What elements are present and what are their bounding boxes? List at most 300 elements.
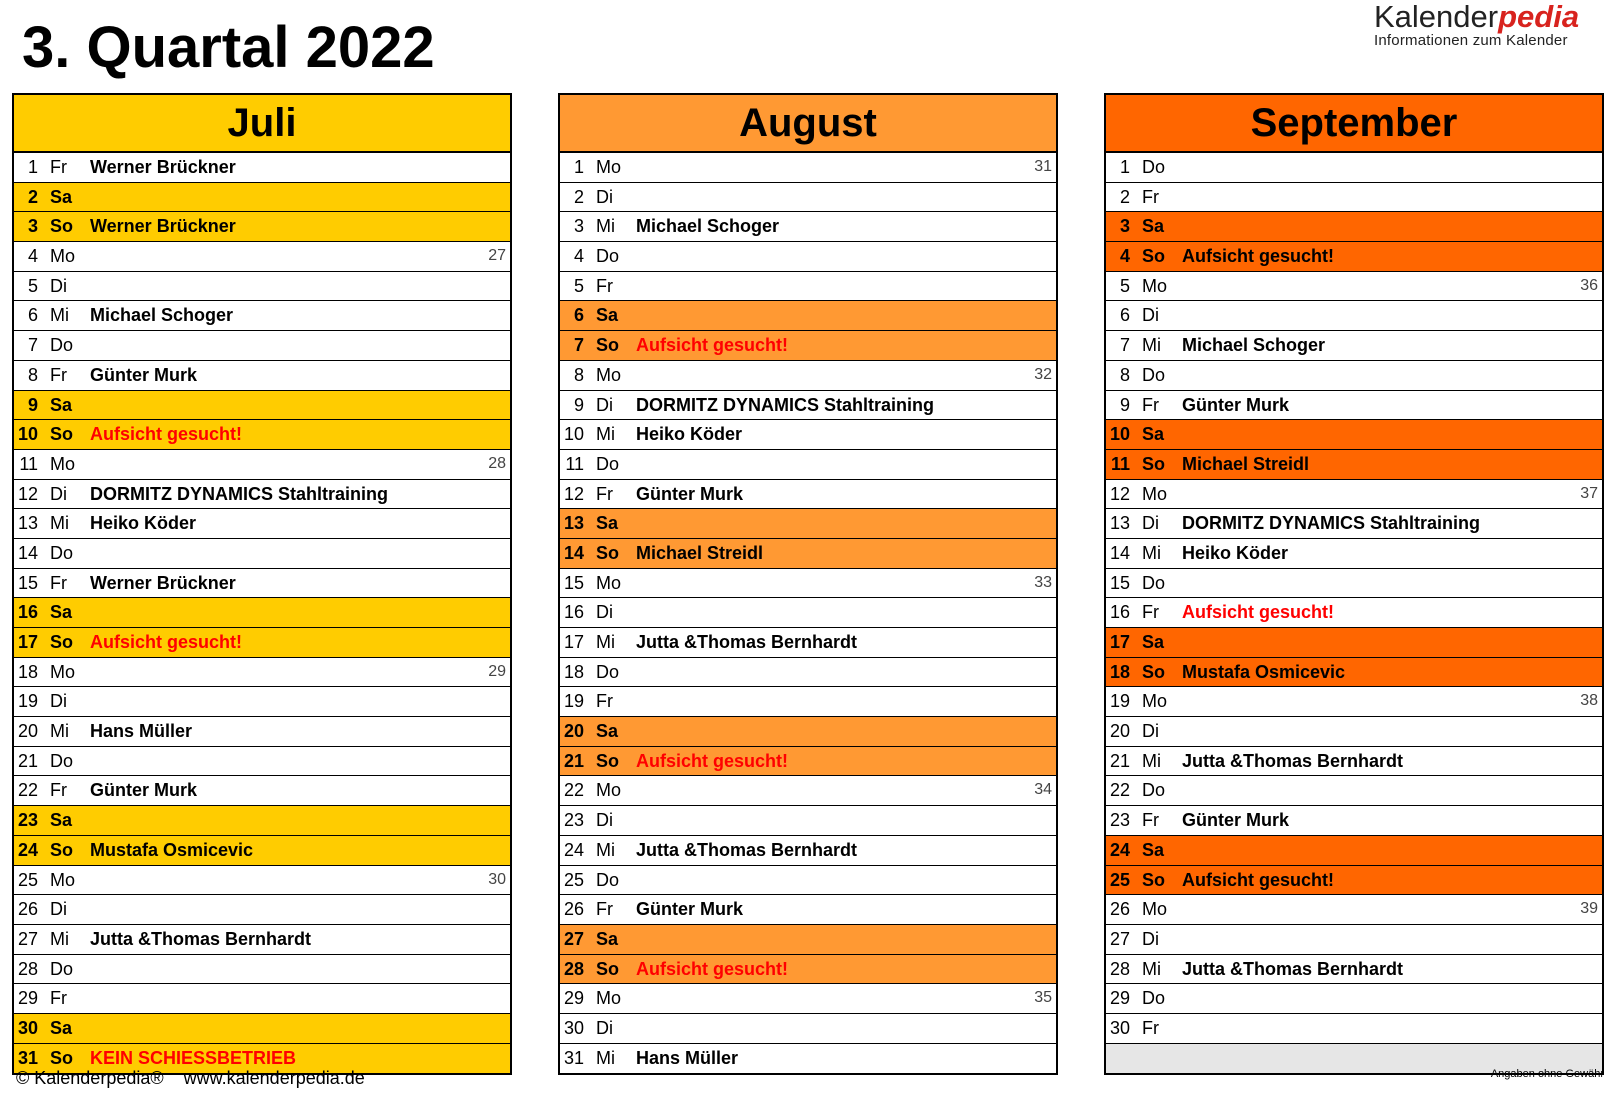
month-august (558, 93, 1058, 1075)
day-number: 24 (17, 839, 38, 860)
day-row (14, 450, 510, 480)
weekday: Mi (50, 513, 69, 534)
weekday: Di (50, 691, 67, 712)
day-number: 5 (1119, 275, 1130, 296)
weekday: Mo (596, 572, 622, 593)
day-row (560, 420, 1056, 450)
event-text (1182, 272, 1602, 301)
weekday: Mi (1142, 542, 1161, 563)
day-list (1106, 153, 1602, 1073)
event-text: Aufsicht gesucht! (636, 750, 789, 771)
day-row (14, 747, 510, 777)
event-text: Günter Murk (1182, 810, 1290, 831)
day-row (560, 1044, 1056, 1074)
event-text (90, 687, 510, 716)
week-number: 33 (1034, 573, 1052, 591)
day-row (560, 153, 1056, 183)
weekday: So (50, 632, 74, 652)
event-text: Günter Murk (90, 780, 198, 801)
day-number: 20 (1109, 721, 1130, 742)
footer-url[interactable]: www.kalenderpedia.de (183, 1068, 365, 1088)
day-row (14, 598, 510, 628)
event-text (1182, 569, 1602, 598)
day-number: 1 (27, 157, 38, 177)
weekday: Fr (596, 483, 613, 504)
event-text: KEIN SCHIESSBETRIEB (90, 1047, 297, 1068)
day-number: 26 (17, 899, 38, 920)
day-number: 9 (573, 394, 584, 415)
day-number: 18 (1109, 661, 1130, 682)
weekday: Mo (50, 661, 76, 682)
day-number: 15 (17, 572, 38, 593)
day-number: 15 (1109, 572, 1130, 593)
event-text (636, 569, 1056, 598)
day-number: 18 (17, 661, 38, 682)
weekday: Mi (596, 632, 615, 652)
day-row (14, 183, 510, 213)
day-row (1106, 836, 1602, 866)
day-number: 23 (1109, 810, 1130, 831)
event-text: Günter Murk (636, 483, 744, 504)
weekday: Fr (1142, 394, 1159, 415)
event-text: Heiko Köder (1182, 542, 1289, 563)
day-number: 19 (563, 691, 584, 712)
weekday: Do (50, 335, 74, 356)
weekday: Sa (596, 928, 619, 949)
event-text: DORMITZ DYNAMICS Stahltraining (90, 483, 388, 504)
weekday: Do (1142, 364, 1166, 385)
weekday: Do (596, 661, 620, 682)
weekday: Sa (1142, 839, 1165, 860)
day-row (560, 717, 1056, 747)
day-number: 28 (1109, 958, 1130, 979)
weekday: Fr (50, 157, 67, 177)
day-number: 22 (17, 780, 38, 801)
event-text (636, 301, 1056, 330)
day-number: 3 (573, 216, 584, 237)
day-number: 24 (563, 839, 584, 860)
weekday: Sa (1142, 424, 1165, 445)
week-number: 35 (1034, 989, 1052, 1007)
weekday: Mo (1142, 899, 1168, 920)
day-row (1106, 1014, 1602, 1044)
weekday: Do (50, 958, 74, 979)
day-number: 7 (573, 335, 584, 356)
event-text: Aufsicht gesucht! (1182, 869, 1335, 890)
weekday: Do (50, 750, 74, 771)
weekday: So (50, 839, 74, 860)
day-row (560, 687, 1056, 717)
event-text (636, 598, 1056, 627)
day-row (14, 242, 510, 272)
event-text (1182, 628, 1602, 657)
weekday: Di (596, 1017, 613, 1038)
day-number: 24 (1109, 839, 1130, 860)
page-title: 3. Quartal 2022 (22, 15, 435, 80)
day-row (560, 1014, 1056, 1044)
event-text: Mustafa Osmicevic (90, 839, 254, 860)
day-number: 2 (573, 186, 584, 207)
day-row (560, 658, 1056, 688)
day-row (14, 806, 510, 836)
day-number: 6 (1119, 305, 1130, 326)
weekday: Mo (596, 157, 622, 177)
event-text: Michael Schoger (1182, 335, 1326, 356)
day-number: 1 (573, 157, 584, 177)
weekday: So (1142, 246, 1166, 267)
day-row (14, 331, 510, 361)
weekday: Do (596, 869, 620, 890)
weekday: Do (1142, 157, 1166, 177)
day-row (560, 895, 1056, 925)
day-row (560, 272, 1056, 302)
day-row (1106, 866, 1602, 896)
event-text (1182, 420, 1602, 449)
day-number: 9 (27, 394, 38, 415)
day-row (1106, 331, 1602, 361)
day-number: 31 (17, 1047, 38, 1068)
day-row (560, 955, 1056, 985)
event-text: Jutta &Thomas Bernhardt (90, 928, 312, 949)
week-number: 28 (488, 454, 506, 472)
day-row (14, 955, 510, 985)
day-row (14, 509, 510, 539)
weekday: Di (596, 394, 613, 415)
weekday: Mi (1142, 335, 1161, 356)
week-number: 30 (488, 870, 506, 888)
weekday: Do (1142, 988, 1166, 1009)
event-text (90, 658, 510, 687)
event-text: Werner Brückner (90, 572, 236, 593)
day-number: 29 (1109, 988, 1130, 1009)
day-row (560, 480, 1056, 510)
day-row (1106, 895, 1602, 925)
event-text (90, 450, 510, 479)
event-text (636, 658, 1056, 687)
weekday: So (596, 750, 620, 771)
month-juli (12, 93, 512, 1075)
day-row (560, 806, 1056, 836)
event-text (636, 806, 1056, 835)
day-row (1106, 480, 1602, 510)
day-number: 14 (563, 542, 584, 563)
day-row (560, 776, 1056, 806)
weekday: Mo (1142, 691, 1168, 712)
event-text (90, 391, 510, 420)
day-number: 8 (1119, 364, 1130, 385)
day-list (560, 153, 1056, 1073)
day-row (1106, 628, 1602, 658)
event-text: DORMITZ DYNAMICS Stahltraining (636, 394, 934, 415)
event-text (90, 747, 510, 776)
event-text (636, 450, 1056, 479)
weekday: Mo (50, 869, 76, 890)
day-row (14, 776, 510, 806)
event-text: Werner Brückner (90, 216, 236, 237)
weekday: Fr (50, 364, 67, 385)
day-row (14, 420, 510, 450)
event-text (636, 1014, 1056, 1043)
day-number: 28 (17, 958, 38, 979)
event-text (1182, 717, 1602, 746)
event-text: Heiko Köder (636, 424, 743, 445)
day-number: 9 (1119, 394, 1130, 415)
event-text: Jutta &Thomas Bernhardt (636, 632, 858, 652)
day-row (1106, 242, 1602, 272)
event-text: Hans Müller (90, 721, 193, 742)
weekday: Sa (50, 810, 73, 831)
event-text (90, 895, 510, 924)
day-number: 13 (1109, 513, 1130, 534)
day-number: 16 (563, 602, 584, 623)
day-row (1106, 420, 1602, 450)
weekday: Di (1142, 928, 1159, 949)
weekday: So (596, 542, 620, 563)
event-text (90, 1014, 510, 1043)
day-row (14, 153, 510, 183)
weekday: Sa (1142, 216, 1165, 237)
weekday: Mo (596, 364, 622, 385)
event-text: Werner Brückner (90, 157, 236, 177)
weekday: Sa (596, 513, 619, 534)
weekday: Di (1142, 513, 1159, 534)
day-row (1106, 598, 1602, 628)
day-number: 25 (1109, 869, 1130, 890)
weekday: So (50, 216, 74, 237)
day-number: 20 (17, 721, 38, 742)
logo-brand-part2: pedia (1498, 0, 1580, 34)
weekday: So (1142, 661, 1166, 682)
month-header: September (1106, 95, 1602, 153)
day-number: 16 (1109, 602, 1130, 623)
day-row (1106, 301, 1602, 331)
day-number: 22 (563, 780, 584, 801)
weekday: Mi (50, 305, 69, 326)
weekday: Di (50, 483, 67, 504)
event-text: DORMITZ DYNAMICS Stahltraining (1182, 513, 1480, 534)
weekday: Mo (1142, 275, 1168, 296)
event-text (90, 955, 510, 984)
weekday: Di (1142, 305, 1159, 326)
month-header: August (560, 95, 1056, 153)
week-number: 29 (488, 662, 506, 680)
event-text (636, 153, 1056, 182)
day-row (560, 212, 1056, 242)
day-number: 15 (563, 572, 584, 593)
day-row (14, 687, 510, 717)
event-text: Günter Murk (636, 899, 744, 920)
weekday: Sa (596, 305, 619, 326)
day-number: 12 (1109, 483, 1130, 504)
weekday: Mi (50, 928, 69, 949)
day-row (560, 301, 1056, 331)
day-number: 2 (1119, 186, 1130, 207)
day-number: 21 (563, 750, 584, 771)
weekday: Sa (50, 602, 73, 623)
day-number: 1 (1119, 157, 1130, 177)
day-number: 23 (563, 810, 584, 831)
logo-tagline: Informationen zum Kalender (1374, 32, 1568, 49)
event-text: Michael Schoger (636, 216, 780, 237)
event-text: Michael Schoger (90, 305, 234, 326)
day-number: 28 (563, 958, 584, 979)
weekday: Mo (596, 988, 622, 1009)
weekday: So (1142, 869, 1166, 890)
event-text (1182, 361, 1602, 390)
day-number: 10 (563, 424, 584, 445)
day-number: 25 (17, 869, 38, 890)
week-number: 32 (1034, 365, 1052, 383)
disclaimer: Angaben ohne Gewähr (1490, 1068, 1604, 1080)
day-row (560, 628, 1056, 658)
event-text (636, 242, 1056, 271)
month-september (1104, 93, 1604, 1075)
day-number: 20 (563, 721, 584, 742)
day-number: 12 (17, 483, 38, 504)
weekday: Sa (596, 721, 619, 742)
day-row (1106, 925, 1602, 955)
day-row (14, 717, 510, 747)
day-row (1106, 984, 1602, 1014)
day-number: 23 (17, 810, 38, 831)
day-row (14, 984, 510, 1014)
event-text (90, 806, 510, 835)
day-number: 30 (1109, 1017, 1130, 1038)
event-text: Günter Murk (1182, 394, 1290, 415)
event-text: Hans Müller (636, 1047, 739, 1068)
event-text: Aufsicht gesucht! (636, 958, 789, 979)
event-text: Jutta &Thomas Bernhardt (1182, 958, 1404, 979)
kalenderpedia-logo[interactable] (1374, 0, 1604, 49)
week-number: 27 (488, 247, 506, 265)
day-row (1106, 272, 1602, 302)
logo-brand-part1: Kalender (1374, 0, 1499, 34)
event-text (636, 272, 1056, 301)
day-row (560, 598, 1056, 628)
day-number: 5 (27, 275, 38, 296)
day-row (1106, 183, 1602, 213)
event-text (90, 331, 510, 360)
day-number: 14 (17, 542, 38, 563)
week-number: 31 (1034, 158, 1052, 175)
day-row (560, 242, 1056, 272)
weekday: Fr (1142, 186, 1159, 207)
event-text (636, 925, 1056, 954)
day-row (560, 925, 1056, 955)
day-row (14, 1014, 510, 1044)
weekday: Do (596, 453, 620, 474)
event-text: Mustafa Osmicevic (1182, 661, 1346, 682)
day-row (14, 658, 510, 688)
day-number: 26 (563, 899, 584, 920)
event-text (1182, 925, 1602, 954)
event-text (636, 776, 1056, 805)
logo-brand (1374, 0, 1604, 34)
day-number: 10 (1109, 424, 1130, 445)
day-list (14, 153, 510, 1073)
event-text: Jutta &Thomas Bernhardt (636, 839, 858, 860)
weekday: Sa (50, 186, 73, 207)
day-row (14, 539, 510, 569)
day-number: 22 (1109, 780, 1130, 801)
event-text (90, 866, 510, 895)
day-number: 27 (1109, 928, 1130, 949)
week-number: 34 (1034, 781, 1052, 799)
event-text (1182, 480, 1602, 509)
day-number: 4 (573, 246, 584, 267)
weekday: Fr (1142, 1017, 1159, 1038)
day-number: 27 (563, 928, 584, 949)
weekday: So (596, 335, 620, 356)
day-row (560, 569, 1056, 599)
day-row (14, 569, 510, 599)
day-number: 8 (27, 364, 38, 385)
day-row (14, 361, 510, 391)
event-text (1182, 984, 1602, 1013)
weekday: Fr (596, 275, 613, 296)
day-number: 16 (17, 602, 38, 623)
weekday: Mi (50, 721, 69, 742)
day-number: 29 (563, 988, 584, 1009)
day-row (14, 272, 510, 302)
day-number: 18 (563, 661, 584, 682)
event-text: Jutta &Thomas Bernhardt (1182, 750, 1404, 771)
day-row (1106, 539, 1602, 569)
event-text: Michael Streidl (636, 542, 764, 563)
day-row (1106, 747, 1602, 777)
day-row (560, 539, 1056, 569)
event-text (636, 687, 1056, 716)
day-number: 3 (27, 216, 38, 237)
day-number: 27 (17, 928, 38, 949)
event-text (1182, 153, 1602, 182)
day-number: 13 (17, 513, 38, 534)
day-row (14, 301, 510, 331)
event-text (636, 717, 1056, 746)
weekday: Di (596, 810, 613, 831)
weekday: Fr (50, 572, 67, 593)
event-text: Michael Streidl (1182, 453, 1310, 474)
day-row (560, 450, 1056, 480)
day-row (14, 628, 510, 658)
weekday: Di (50, 275, 67, 296)
weekday: Fr (1142, 602, 1159, 623)
weekday: Sa (1142, 632, 1165, 652)
event-text: Aufsicht gesucht! (90, 632, 243, 652)
day-row (14, 895, 510, 925)
event-text: Aufsicht gesucht! (636, 335, 789, 356)
weekday: Fr (50, 780, 67, 801)
weekday: So (596, 958, 620, 979)
weekday: Sa (50, 1017, 73, 1038)
day-number: 7 (1119, 335, 1130, 356)
event-text (636, 866, 1056, 895)
day-row (560, 331, 1056, 361)
day-row (1106, 391, 1602, 421)
weekday: Fr (596, 691, 613, 712)
day-row (1106, 361, 1602, 391)
day-row (14, 925, 510, 955)
day-number: 4 (27, 246, 38, 267)
weekday: Fr (50, 988, 67, 1009)
day-row (1106, 806, 1602, 836)
weekday: Mi (596, 424, 615, 445)
event-text (1182, 895, 1602, 924)
day-number: 11 (1110, 453, 1130, 474)
day-number: 11 (565, 453, 584, 474)
event-text (636, 183, 1056, 212)
weekday: Do (596, 246, 620, 267)
